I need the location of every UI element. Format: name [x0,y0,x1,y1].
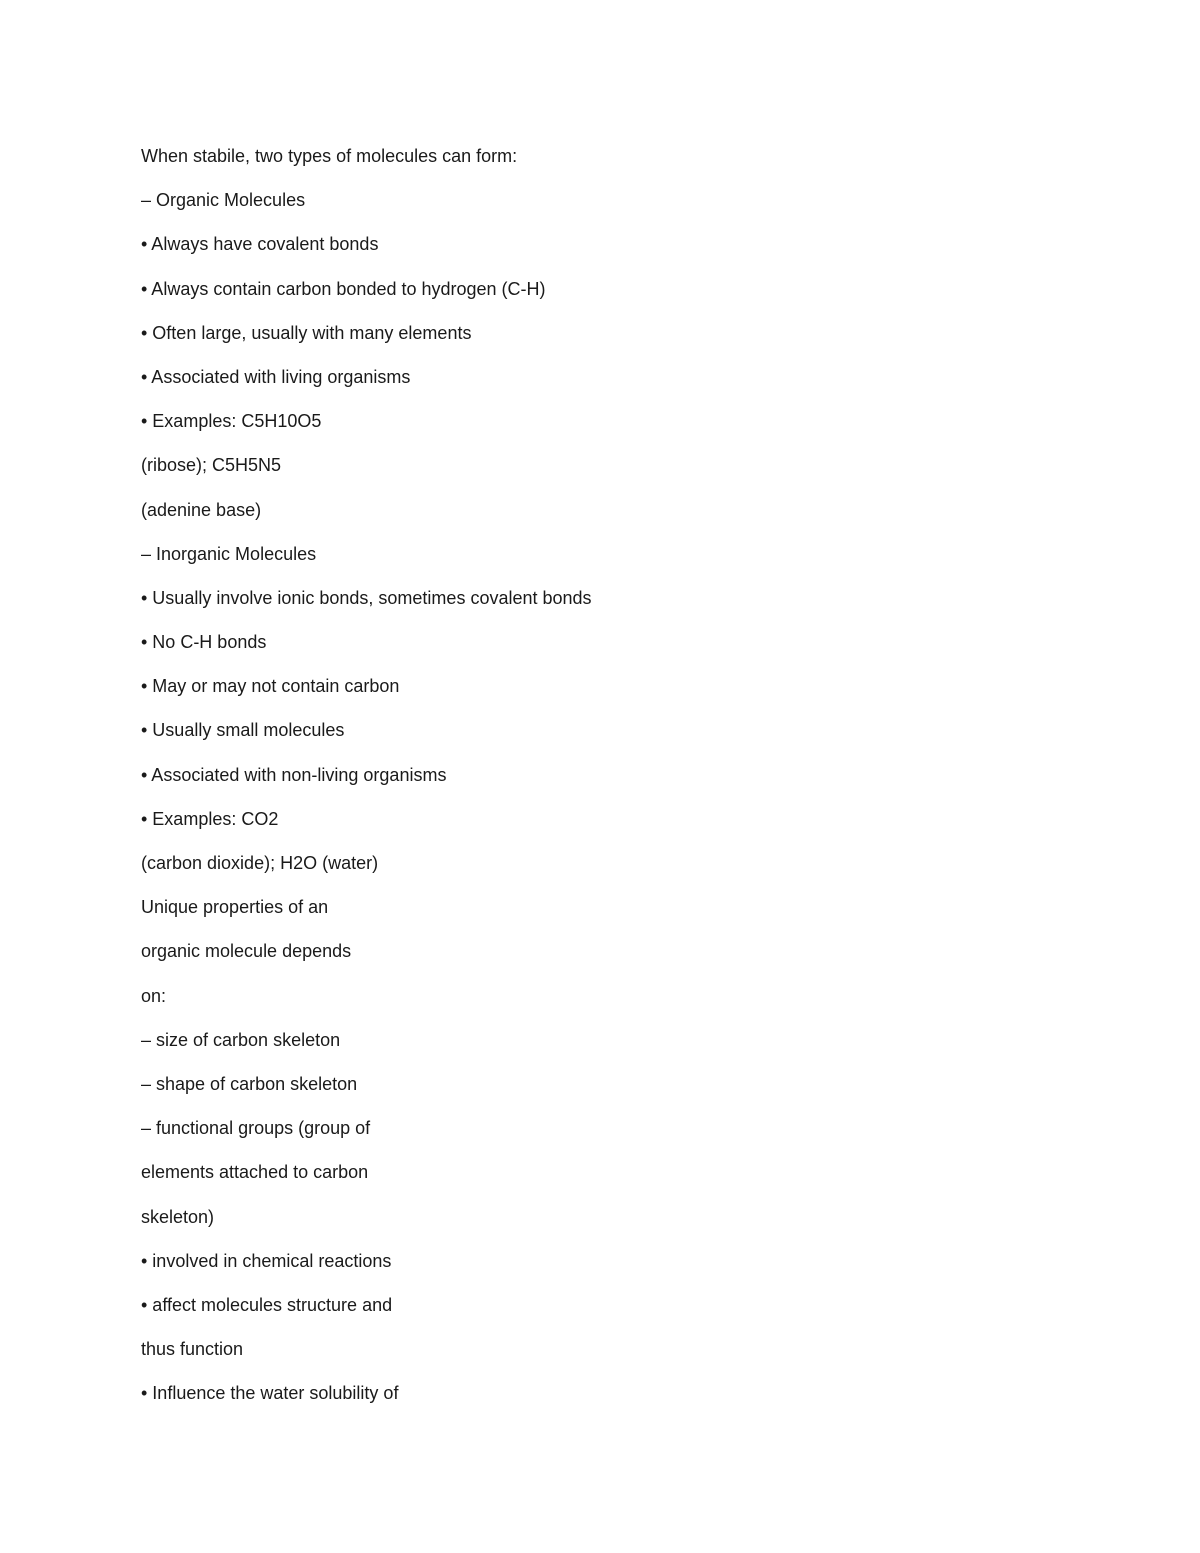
text-line: skeleton) [141,1206,215,1227]
text-line: • Often large, usually with many elements [141,322,472,343]
text-line: • May or may not contain carbon [141,676,400,697]
text-line: – functional groups (group of [141,1118,371,1139]
text-line: elements attached to carbon [141,1162,369,1183]
text-line: (carbon dioxide); H2O (water) [141,853,379,873]
text-line: (ribose); C5H5N5 [141,455,282,476]
text-line: • affect molecules structure and [141,1294,393,1315]
text-line: thus function [141,1339,244,1360]
text-line: – shape of carbon skeleton [141,1073,358,1094]
text-line: • Examples: C5H10O5 [141,411,322,432]
text-line: (adenine base) [141,499,262,520]
text-line: • Usually involve ionic bonds, sometimes covalent bonds [141,587,592,608]
document-body [141,143,1041,1424]
text-line: – Organic Molecules [141,190,306,211]
text-line: • Usually small molecules [141,720,345,741]
text-line: • Influence the water solubility of [141,1383,399,1404]
text-line: When stabile, two types of molecules can form: [141,146,518,166]
text-line: • Always have covalent bonds [141,234,379,255]
text-line: • No C-H bonds [141,632,267,653]
text-line: – Inorganic Molecules [141,543,317,564]
text-line: • Associated with living organisms [141,366,411,387]
text-line: organic molecule depends [141,941,352,962]
text-line: • Associated with non-living organisms [141,764,447,785]
text-line: • Examples: CO2 [141,808,279,829]
text-line: • Always contain carbon bonded to hydrogen (C-H) [141,278,546,299]
text-line: • involved in chemical reactions [141,1250,392,1271]
text-line: on: [141,985,167,1006]
text-line: Unique properties of an [141,897,329,918]
text-line: – size of carbon skeleton [141,1029,341,1050]
